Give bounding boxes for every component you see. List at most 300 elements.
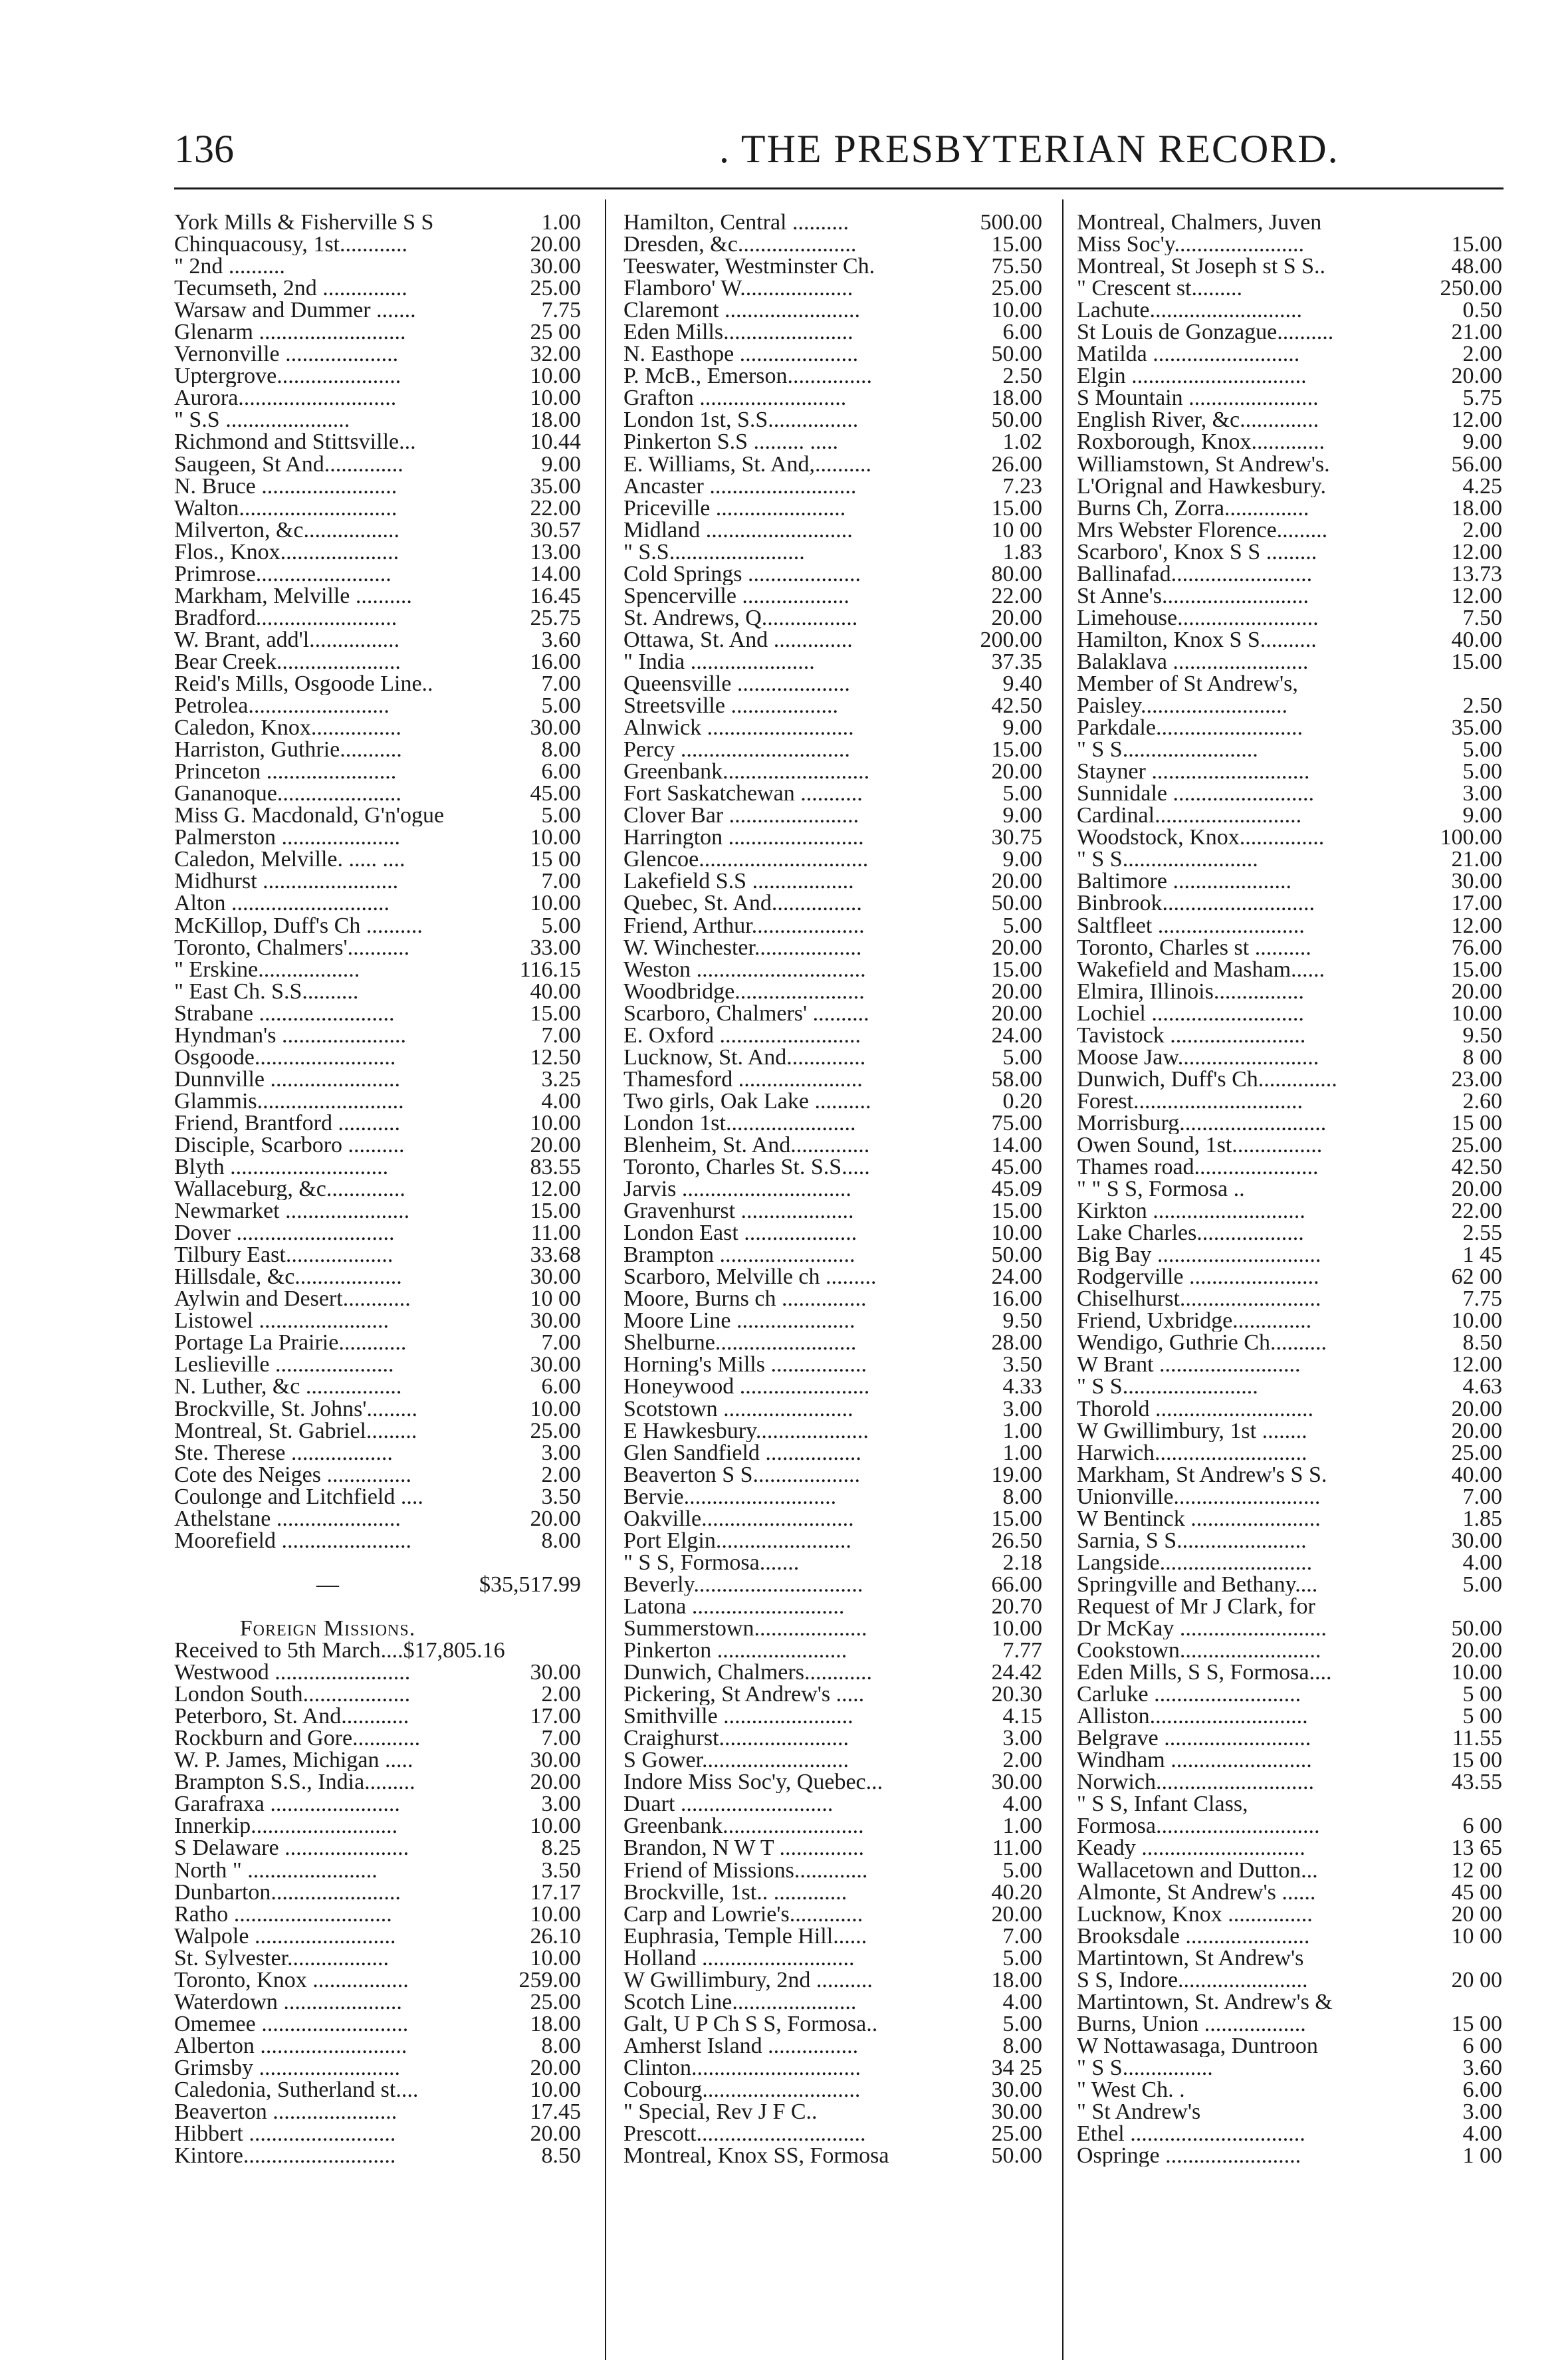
entry-name: Sarnia, S S.......................: [1077, 1529, 1307, 1552]
ledger-row: [623, 1486, 1042, 1508]
entry-amount: 4.00: [1462, 1551, 1502, 1574]
entry-name: Jarvis ..............................: [623, 1178, 851, 1201]
ledger-row: [174, 1969, 581, 1991]
entry-name: " S S........................: [1077, 739, 1258, 761]
entry-amount: 8.00: [541, 2034, 581, 2057]
entry-amount: 1.00: [541, 211, 581, 234]
entry-amount: 20.30: [991, 1683, 1042, 1706]
ledger-row: [174, 585, 581, 607]
entry-name: Elgin ...............................: [1077, 365, 1307, 388]
entry-name: London 1st.......................: [623, 1112, 856, 1134]
entry-amount: 20.00: [1451, 365, 1502, 388]
entry-name: Coulonge and Litchfield ....: [174, 1485, 423, 1508]
entry-name: S Gower..........................: [623, 1749, 849, 1772]
entry-name: Langside...........................: [1077, 1551, 1313, 1574]
entry-amount: 30.00: [1451, 870, 1502, 893]
ledger-row: [623, 1222, 1042, 1244]
ledger-row: [174, 211, 581, 233]
ledger-row: [1077, 1288, 1502, 1310]
entry-name: Request of Mr J Clark, for: [1077, 1595, 1315, 1617]
entry-name: L'Orignal and Hawkesbury.: [1077, 475, 1326, 497]
entry-amount: 15 00: [530, 848, 581, 871]
entry-name: Alberton ..........................: [174, 2034, 407, 2057]
ledger-row: [1077, 937, 1502, 959]
ledger-row: [1077, 651, 1502, 673]
entry-name: Brampton S.S., India.........: [174, 1771, 415, 1794]
ledger-row: [1077, 299, 1502, 321]
ledger-row: [174, 2079, 581, 2101]
entry-amount: 13.73: [1451, 562, 1502, 585]
entry-amount: 259.00: [518, 1968, 581, 1991]
ledger-row: [1077, 1068, 1502, 1090]
entry-amount: 56.00: [1451, 453, 1502, 475]
entry-name: Richmond and Stittsville...: [174, 431, 416, 453]
entry-amount: 25 00: [530, 321, 581, 344]
entry-name: Athelstane ......................: [174, 1507, 401, 1530]
ledger-row: [1077, 1815, 1502, 1837]
entry-name: W. Winchester...................: [623, 936, 862, 959]
entry-name: Dunwich, Duff's Ch..............: [1077, 1068, 1337, 1090]
entry-amount: 22.00: [991, 584, 1042, 607]
entry-name: Moose Jaw.........................: [1077, 1046, 1319, 1068]
entry-amount: 1.00: [1002, 1441, 1042, 1464]
entry-name: " Special, Rev J F C..: [623, 2101, 818, 2123]
entry-name: Osgoode.........................: [174, 1046, 396, 1068]
ledger-row: [1077, 1332, 1502, 1354]
entry-name: Cobourg............................: [623, 2078, 861, 2101]
entry-amount: 12.00: [1451, 1354, 1502, 1376]
entry-amount: 1.02: [1002, 431, 1042, 453]
entry-amount: 12.00: [1451, 584, 1502, 607]
entry-amount: 25.00: [991, 277, 1042, 300]
ledger-row: [623, 2123, 1042, 2145]
ledger-row: [623, 1771, 1042, 1793]
entry-name: Shelburne.........................: [623, 1332, 857, 1354]
ledger-row: [1077, 695, 1502, 717]
entry-name: Elmira, Illinois................: [1077, 980, 1304, 1003]
ledger-row: [623, 409, 1042, 431]
entry-name: Miss Soc'y.......................: [1077, 233, 1305, 256]
entry-name: Mrs Webster Florence.........: [1077, 519, 1328, 541]
column-2: [623, 211, 1042, 2167]
ledger-row: [1077, 1925, 1502, 1947]
ledger-row: [1077, 981, 1502, 1003]
entry-name: Milverton, &c.................: [174, 519, 400, 541]
entry-name: Moorefield .......................: [174, 1529, 411, 1552]
ledger-row: [1077, 1596, 1502, 1617]
entry-name: Pinkerton S.S ......... .....: [623, 431, 839, 453]
entry-name: Received to 5th March....$17,805.16: [174, 1639, 505, 1662]
entry-name: Wakefield and Masham......: [1077, 958, 1325, 981]
entry-amount: 23.00: [1451, 1068, 1502, 1090]
ledger-row: [623, 2145, 1042, 2167]
ledger-row: [623, 211, 1042, 233]
ledger-row: [623, 1375, 1042, 1397]
ledger-row: [623, 563, 1042, 585]
entry-name: Lakefield S.S ..................: [623, 870, 854, 893]
entry-name: Glammis..........................: [174, 1090, 404, 1112]
entry-name: Kirkton ...........................: [1077, 1200, 1305, 1223]
entry-amount: 50.00: [1451, 1617, 1502, 1640]
ledger-row: [623, 892, 1042, 914]
ledger-row: [1077, 915, 1502, 937]
entry-amount: 12.50: [530, 1046, 581, 1068]
ledger-row: [174, 673, 581, 695]
entry-name: London 1st, S.S................: [623, 409, 859, 431]
entry-name: Cookstown.........................: [1077, 1639, 1321, 1662]
entry-amount: 8.00: [541, 739, 581, 761]
entry-name: W. Brant, add'l................: [174, 628, 400, 651]
entry-amount: 30.00: [530, 1354, 581, 1376]
entry-amount: 7.50: [1462, 606, 1502, 629]
entry-amount: 5.00: [1002, 2012, 1042, 2035]
entry-amount: 15.00: [991, 958, 1042, 981]
entry-name: W Nottawasaga, Duntroon: [1077, 2034, 1318, 2057]
ledger-row: [174, 1859, 581, 1881]
entry-amount: 20 00: [1451, 1903, 1502, 1925]
entry-name: Pickering, St Andrew's .....: [623, 1683, 865, 1706]
ledger-row: [1077, 1134, 1502, 1156]
entry-amount: 8.00: [1002, 2034, 1042, 2057]
entry-name: Woodstock, Knox...............: [1077, 826, 1325, 849]
entry-name: Binbrook...........................: [1077, 892, 1315, 915]
ledger-row: [174, 2101, 581, 2123]
entry-amount: 30.00: [530, 717, 581, 739]
entry-amount: 6 00: [1462, 1815, 1502, 1838]
entry-amount: 40.20: [991, 1881, 1042, 1903]
entry-amount: 10.00: [530, 1112, 581, 1134]
ledger-row: [1077, 1727, 1502, 1749]
entry-amount: 12.00: [1451, 914, 1502, 937]
ledger-row: [623, 1398, 1042, 1420]
entry-amount: 100.00: [1440, 826, 1502, 849]
entry-amount: 4.00: [1002, 1793, 1042, 1816]
entry-amount: 116.15: [519, 958, 581, 981]
ledger-row: [174, 981, 581, 1003]
ledger-row: [623, 541, 1042, 563]
entry-name: Beaverton S S...................: [623, 1463, 861, 1486]
ledger-row: [174, 1925, 581, 1947]
entry-amount: 10.00: [530, 1397, 581, 1420]
entry-name: N. Luther, &c .................: [174, 1375, 402, 1398]
ledger-row: [174, 1244, 581, 1266]
entry-amount: 11.00: [992, 1837, 1042, 1859]
entry-amount: 30.00: [530, 255, 581, 278]
entry-name: Tavistock ........................: [1077, 1024, 1306, 1046]
entry-amount: 22.00: [530, 497, 581, 519]
ledger-row: [1077, 563, 1502, 585]
entry-amount: 25.00: [1451, 1133, 1502, 1157]
ledger-row: [623, 651, 1042, 673]
ledger-row: [1077, 1464, 1502, 1486]
entry-amount: 5.00: [1002, 1046, 1042, 1068]
ledger-row: [174, 1552, 581, 1574]
entry-name: Uptergrove......................: [174, 365, 401, 388]
entry-name: Sunnidale .........................: [1077, 782, 1314, 805]
entry-amount: 1 00: [1462, 2145, 1502, 2167]
ledger-row: [623, 1442, 1042, 1464]
entry-name: Wendigo, Guthrie Ch..........: [1077, 1332, 1327, 1354]
ledger-row: [174, 2035, 581, 2057]
entry-name: Scarboro, Melville ch .........: [623, 1266, 877, 1288]
ledger-row: [174, 255, 581, 277]
ledger-row: [623, 321, 1042, 343]
entry-name: St. Andrews, Q.................: [623, 606, 858, 629]
ledger-row: [623, 937, 1042, 959]
entry-name: Reid's Mills, Osgoode Line..: [174, 672, 433, 695]
entry-name: " S.S........................: [623, 540, 805, 563]
ledger-row: [623, 475, 1042, 497]
entry-name: Scotch Line......................: [623, 1990, 857, 2013]
entry-amount: 10.00: [991, 1617, 1042, 1640]
ledger-row: [623, 1991, 1042, 2013]
ledger-row: [623, 804, 1042, 826]
entry-amount: 16.45: [530, 584, 581, 607]
ledger-row: [623, 673, 1042, 695]
entry-name: Greenbank..........................: [623, 761, 870, 783]
ledger-row: [1077, 1991, 1502, 2013]
entry-amount: 5.00: [541, 914, 581, 937]
entry-amount: 5.00: [1462, 761, 1502, 783]
entry-name: London East ....................: [623, 1222, 857, 1245]
entry-amount: 15.00: [1451, 650, 1502, 673]
entry-name: Lake Charles...................: [1077, 1222, 1304, 1245]
ledger-row: [1077, 1003, 1502, 1024]
entry-name: Hamilton, Central ..........: [623, 211, 849, 233]
entry-amount: 6.00: [541, 1375, 581, 1398]
entry-amount: 3.00: [1002, 1727, 1042, 1750]
entry-name: Beaverton ......................: [174, 2101, 397, 2123]
entry-name: Brampton ........................: [623, 1244, 855, 1266]
entry-amount: 40.00: [1451, 628, 1502, 651]
ledger-row: [623, 453, 1042, 475]
entry-name: Latona ...........................: [623, 1595, 845, 1617]
ledger-row: [623, 848, 1042, 870]
entry-name: Walton............................: [174, 497, 397, 519]
entry-amount: 43.55: [1451, 1771, 1502, 1794]
entry-amount: 10.00: [1451, 1661, 1502, 1684]
entry-amount: 20.00: [991, 606, 1042, 629]
entry-name: Ste. Therese ..................: [174, 1441, 393, 1464]
ledger-row: [174, 1596, 581, 1617]
entry-name: Peterboro, St. And............: [174, 1705, 409, 1728]
entry-amount: 30.00: [991, 1771, 1042, 1794]
entry-name: " Erskine..................: [174, 958, 360, 981]
entry-amount: 20.00: [1451, 1639, 1502, 1662]
entry-name: Spencerville ...................: [623, 584, 849, 607]
entry-name: Dresden, &c.....................: [623, 233, 857, 256]
ledger-row: [174, 1617, 581, 1639]
entry-amount: 26.50: [991, 1529, 1042, 1552]
entry-amount: 3.00: [1462, 782, 1502, 805]
ledger-row: [174, 1574, 581, 1596]
entry-name: N. Bruce ........................: [174, 475, 397, 497]
entry-amount: 15 00: [1451, 2012, 1502, 2035]
ledger-row: [623, 365, 1042, 387]
entry-name: Wallaceburg, &c..............: [174, 1178, 405, 1201]
ledger-row: [623, 1793, 1042, 1815]
ledger-row: [1077, 475, 1502, 497]
entry-name: Flos., Knox.....................: [174, 540, 399, 563]
entry-name: Summerstown....................: [623, 1617, 867, 1639]
entry-name: Tilbury East...................: [174, 1244, 393, 1266]
column-divider: [1062, 199, 1064, 2360]
entry-name: Glenarm ..........................: [174, 321, 406, 344]
entry-amount: 45.00: [530, 782, 581, 805]
entry-amount: 15 00: [1451, 1749, 1502, 1772]
entry-name: Norwich............................: [1077, 1771, 1314, 1794]
ledger-row: [623, 739, 1042, 761]
ledger-row: [1077, 343, 1502, 365]
ledger-row: [174, 1771, 581, 1793]
entry-amount: 5.00: [1002, 1859, 1042, 1881]
entry-amount: 30.00: [530, 1661, 581, 1684]
ledger-row: [174, 1442, 581, 1464]
entry-name: Belgrave ..........................: [1077, 1727, 1311, 1750]
entry-name: N. Easthope .....................: [623, 343, 859, 366]
total-amount: $35,517.99: [479, 1573, 581, 1596]
entry-name: Eden Mills, S S, Formosa....: [1077, 1661, 1332, 1684]
entry-name: Midhurst ........................: [174, 870, 399, 893]
entry-amount: 8.00: [1002, 1485, 1042, 1508]
entry-amount: 16.00: [530, 650, 581, 673]
ledger-row: [623, 1266, 1042, 1288]
entry-name: Queensville ....................: [623, 672, 850, 695]
entry-name: Harwich...........................: [1077, 1441, 1307, 1464]
entry-name: Brockville, St. Johns'.........: [174, 1397, 417, 1420]
ledger-row: [1077, 1112, 1502, 1134]
ledger-row: [1077, 1793, 1502, 1815]
ledger-row: [1077, 1661, 1502, 1683]
entry-amount: 18.00: [530, 409, 581, 431]
entry-amount: 5.00: [1002, 782, 1042, 805]
entry-amount: 0.20: [1002, 1090, 1042, 1112]
entry-amount: 50.00: [991, 343, 1042, 366]
ledger-row: [623, 1837, 1042, 1859]
entry-name: Bear Creek......................: [174, 650, 401, 673]
entry-amount: 5.00: [1002, 914, 1042, 937]
ledger-row: [623, 1112, 1042, 1134]
ledger-row: [1077, 387, 1502, 409]
section-heading: Foreign Missions.: [239, 1617, 416, 1639]
ledger-row: [623, 959, 1042, 981]
entry-name: —: [316, 1573, 339, 1596]
ledger-row: [174, 1222, 581, 1244]
entry-amount: 9.40: [1002, 672, 1042, 695]
entry-amount: 1.00: [1002, 1815, 1042, 1838]
entry-amount: 20.00: [530, 1507, 581, 1530]
entry-amount: 12 00: [1451, 1859, 1502, 1881]
entry-amount: 25.00: [530, 1990, 581, 2013]
entry-name: Owen Sound, 1st................: [1077, 1133, 1323, 1156]
ledger-row: [174, 782, 581, 804]
entry-name: Big Bay .............................: [1077, 1244, 1321, 1266]
entry-amount: 4.25: [1462, 475, 1502, 497]
ledger-row: [1077, 782, 1502, 804]
ledger-row: [623, 1574, 1042, 1596]
entry-name: Waterdown .....................: [174, 1990, 402, 2013]
ledger-row: [174, 695, 581, 717]
ledger-row: [623, 233, 1042, 255]
ledger-row: [1077, 365, 1502, 387]
entry-amount: 8.00: [541, 1529, 581, 1552]
entry-amount: 20.00: [530, 233, 581, 256]
entry-amount: 15.00: [991, 233, 1042, 256]
entry-amount: 20.00: [991, 980, 1042, 1003]
entry-amount: 17.00: [530, 1705, 581, 1728]
entry-amount: 10 00: [991, 519, 1042, 541]
entry-name: Omemee ..........................: [174, 2012, 409, 2035]
ledger-row: [623, 1332, 1042, 1354]
ledger-row: [623, 2101, 1042, 2123]
entry-amount: 3.00: [541, 1793, 581, 1816]
ledger-row: [174, 1903, 581, 1925]
entry-name: Hibbert ..........................: [174, 2123, 396, 2145]
ledger-row: [174, 607, 581, 629]
entry-name: P. McB., Emerson...............: [623, 365, 872, 388]
entry-amount: 2.60: [1462, 1090, 1502, 1112]
entry-name: Brooksdale ......................: [1077, 1925, 1310, 1947]
entry-name: Lucknow, Knox ...............: [1077, 1903, 1313, 1925]
entry-amount: 20.00: [991, 761, 1042, 783]
entry-amount: 83.55: [530, 1156, 581, 1179]
entry-name: London South...................: [174, 1683, 411, 1706]
entry-name: Gravenhurst ....................: [623, 1200, 854, 1223]
ledger-row: [174, 1024, 581, 1046]
entry-name: " " S S, Formosa ..: [1077, 1178, 1245, 1201]
entry-amount: 21.00: [1451, 848, 1502, 871]
entry-amount: 16.00: [991, 1288, 1042, 1310]
entry-name: St Louis de Gonzague..........: [1077, 321, 1334, 344]
ledger-row: [623, 2013, 1042, 2035]
ledger-row: [623, 1464, 1042, 1486]
ledger-row: [174, 321, 581, 343]
entry-amount: 10.00: [991, 1222, 1042, 1245]
ledger-row: [174, 804, 581, 826]
ledger-row: [623, 1178, 1042, 1200]
entry-amount: 7.00: [541, 1332, 581, 1354]
ledger-row: [1077, 848, 1502, 870]
ledger-row: [1077, 1442, 1502, 1464]
ledger-row: [174, 1705, 581, 1727]
entry-amount: 20.00: [1451, 1397, 1502, 1420]
ledger-row: [1077, 1859, 1502, 1881]
entry-name: Caledon, Melville. ..... ....: [174, 848, 405, 871]
ledger-row: [174, 1639, 581, 1661]
entry-amount: 10 00: [530, 1288, 581, 1310]
entry-name: " India ......................: [623, 650, 815, 673]
entry-amount: 32.00: [530, 343, 581, 366]
ledger-row: [623, 387, 1042, 409]
entry-amount: 3.60: [1462, 2056, 1502, 2079]
entry-amount: 22.00: [1451, 1200, 1502, 1223]
ledger-row: [1077, 1508, 1502, 1530]
ledger-row: [1077, 211, 1502, 233]
entry-name: York Mills & Fisherville S S: [174, 211, 434, 233]
entry-name: Springville and Bethany....: [1077, 1573, 1318, 1596]
entry-name: Formosa.............................: [1077, 1815, 1320, 1838]
ledger-row: [1077, 739, 1502, 761]
running-title: . THE PRESBYTERIAN RECORD.: [719, 127, 1339, 171]
entry-name: Member of St Andrew's,: [1077, 672, 1298, 695]
ledger-row: [623, 1749, 1042, 1771]
ledger-row: [1077, 2145, 1502, 2167]
entry-name: Thamesford ......................: [623, 1068, 863, 1090]
entry-amount: 11.00: [530, 1222, 581, 1245]
ledger-row: [1077, 1749, 1502, 1771]
entry-amount: 1.00: [1002, 1419, 1042, 1442]
entry-name: Scarboro', Knox S S .........: [1077, 540, 1317, 563]
